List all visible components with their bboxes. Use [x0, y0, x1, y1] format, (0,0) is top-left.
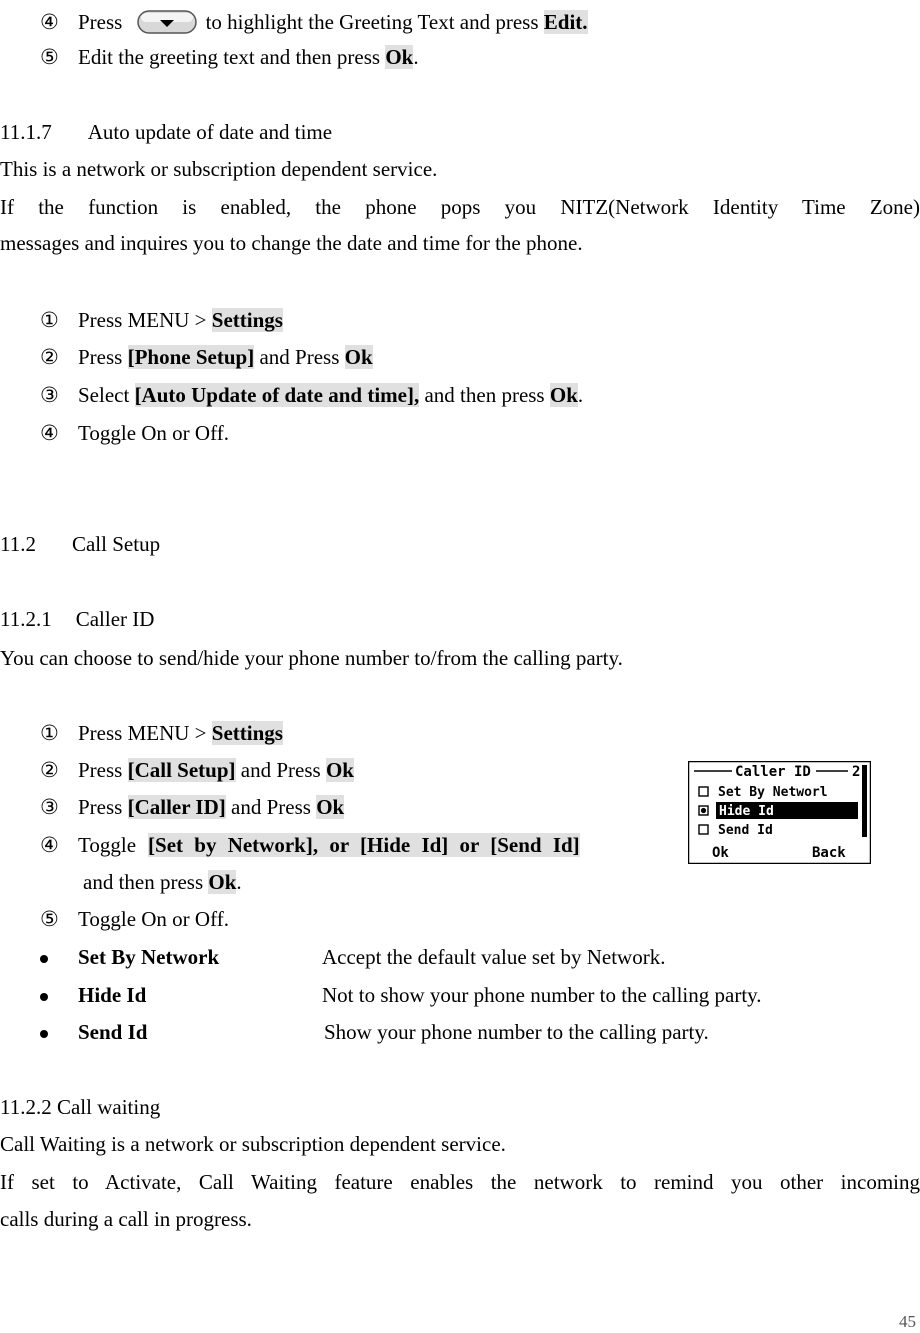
section-heading: 11.2.1 Caller ID: [0, 607, 155, 631]
screen-item: Set By Networl: [718, 785, 828, 800]
page-number: 45: [899, 1312, 916, 1331]
paragraph-line: calls during a call in progress.: [0, 1207, 252, 1231]
step-item: ② Press [Call Setup] and Press Ok: [40, 758, 354, 782]
step-item: ④ Toggle [Set by Network], or [Hide Id] or [Send Id]: [40, 833, 580, 857]
step-item: ④ Press to highlight the Greeting Text and press Edit.: [40, 9, 588, 39]
bullet-icon: [40, 993, 48, 1001]
section-heading: 11.2 Call Setup: [0, 532, 161, 556]
screen-item-selected: Hide Id: [719, 804, 774, 819]
softkey-right: Back: [812, 845, 846, 861]
nav-down-key-icon: [136, 9, 198, 39]
section-heading: 11.1.7 Auto update of date and time: [0, 120, 333, 144]
paragraph-line: messages and inquires you to change the date and time for the phone.: [0, 231, 583, 255]
step-item: ① Press MENU > Settings: [40, 721, 283, 745]
scrollbar: [862, 765, 867, 837]
bullet-icon: [40, 955, 48, 963]
step-item: ③ Press [Caller ID] and Press Ok: [40, 795, 345, 819]
step-item: ⑤ Toggle On or Off.: [40, 907, 229, 931]
radio-off-icon: [699, 787, 708, 796]
bullet-icon: [40, 1030, 48, 1038]
step-item: ② Press [Phone Setup] and Press Ok: [40, 345, 373, 369]
screen-title: Caller ID: [735, 764, 811, 780]
section-heading: 11.2.2 Call waiting: [0, 1095, 161, 1119]
step-item: ① Press MENU > Settings: [40, 308, 283, 332]
radio-off-icon: [699, 825, 708, 834]
option-row: Send Id Show your phone number to the calling party.: [40, 1019, 709, 1045]
paragraph: This is a network or subscription dependent service.: [0, 157, 438, 181]
option-row: Hide Id Not to show your phone number to the calling party.: [40, 982, 762, 1008]
screen-item: Send Id: [718, 823, 773, 838]
step-item: ⑤ Edit the greeting text and then press Ok.: [40, 45, 419, 69]
option-row: Set By Network Accept the default value set by Network.: [40, 944, 665, 970]
phone-screen-caller-id: [688, 761, 871, 864]
step-continuation: and then press Ok.: [83, 870, 242, 894]
paragraph-line: If the function is enabled, the phone pops you NITZ(Network Identity Time Zone): [0, 195, 920, 219]
step-item: ④ Toggle On or Off.: [40, 421, 229, 445]
paragraph: You can choose to send/hide your phone number to/from the calling party.: [0, 646, 623, 670]
screen-page-indicator: 2: [852, 764, 861, 780]
paragraph: Call Waiting is a network or subscription dependent service.: [0, 1132, 506, 1156]
step-item: ③ Select [Auto Update of date and time], and then press Ok.: [40, 383, 584, 407]
paragraph-line: If set to Activate, Call Waiting feature enables the network to remind you other incoming: [0, 1170, 920, 1194]
softkey-left: Ok: [712, 845, 729, 861]
